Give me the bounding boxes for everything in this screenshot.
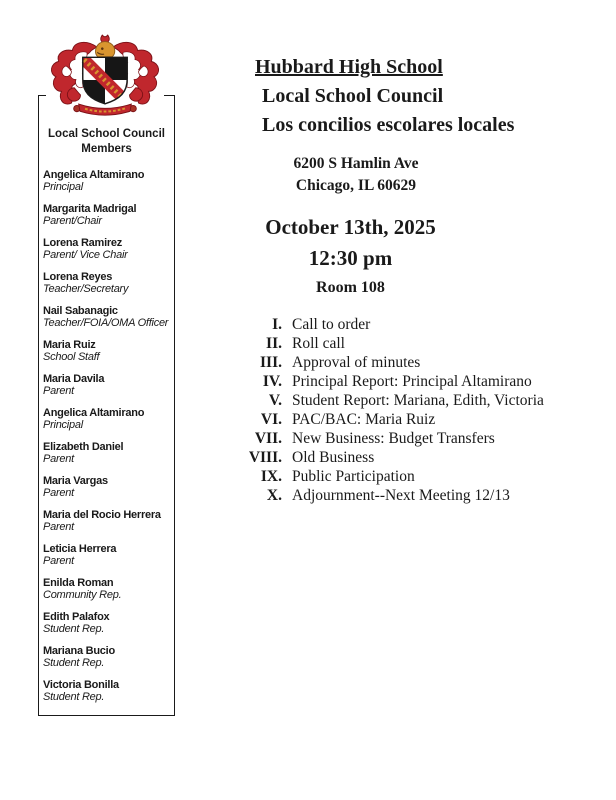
agenda-item-text: New Business: Budget Transfers [292,430,495,447]
council-name: Local School Council [262,85,444,107]
meeting-info-block [258,212,443,302]
member-role: Parent [43,385,74,397]
agenda-item-numeral: IX. [260,468,282,485]
member-item [43,407,172,431]
member-name: Maria del Rocio Herrera [43,509,161,521]
member-role: Teacher/Secretary [43,283,129,295]
member-item [43,679,172,703]
address-line-2: Chicago, IL 60629 [295,177,417,194]
agenda-item-text: Principal Report: Principal Altamirano [292,373,532,390]
meeting-time: 12:30 pm [308,246,393,270]
member-role: School Staff [43,351,100,363]
members-box-heading [39,127,174,157]
member-name: Margarita Madrigal [43,203,137,215]
member-role: Student Rep. [43,691,105,703]
member-role: Parent [43,555,74,567]
agenda-item-numeral: V. [268,392,282,409]
school-name: Hubbard High School [255,56,443,78]
agenda-item-numeral: III. [260,354,282,371]
agenda-item [238,335,544,354]
member-item [43,509,172,533]
member-name: Leticia Herrera [43,543,117,555]
address-line-1: 6200 S Hamlin Ave [293,155,419,172]
agenda-item-numeral: IV. [262,373,282,390]
address-block [256,153,456,197]
member-name: Edith Palafox [43,611,110,623]
member-role: Parent/ Vice Chair [43,249,128,261]
member-item [43,169,172,193]
member-name: Maria Davila [43,373,105,385]
agenda-item-numeral: I. [272,316,282,333]
member-item [43,577,172,601]
member-name: Victoria Bonilla [43,679,119,691]
member-role: Parent/Chair [43,215,102,227]
agenda-item-text: Old Business [292,449,375,466]
member-item [43,373,172,397]
member-name: Nail Sabanagic [43,305,118,317]
document-header [255,53,514,140]
member-role: Principal [43,419,83,431]
member-list [39,169,174,703]
agenda-list [238,316,544,506]
member-role: Principal [43,181,83,193]
agenda-item [238,411,544,430]
agenda-item [238,468,544,487]
agenda-item-numeral: X. [266,487,282,504]
agenda-item-numeral: II. [266,335,282,352]
member-role: Parent [43,521,74,533]
member-item [43,611,172,635]
council-name-spanish: Los concilios escolares locales [262,114,515,136]
agenda-item-text: PAC/BAC: Maria Ruiz [292,411,436,428]
member-name: Elizabeth Daniel [43,441,124,453]
agenda-item-text: Approval of minutes [292,354,421,371]
meeting-room: Room 108 [316,279,385,296]
member-role: Parent [43,487,74,499]
member-item [43,441,172,465]
member-role: Parent [43,453,74,465]
agenda-item-numeral: VII. [254,430,282,447]
member-name: Maria Ruiz [43,339,96,351]
agenda-item-text: Adjournment--Next Meeting 12/13 [292,487,510,504]
agenda-item-text: Public Participation [292,468,415,485]
member-role: Student Rep. [43,623,105,635]
council-members-box [38,95,175,716]
agenda-item [238,430,544,449]
member-name: Angelica Altamirano [43,407,145,419]
agenda-item-text: Roll call [292,335,345,352]
member-role: Teacher/FOIA/OMA Officer [43,317,169,329]
meeting-date: October 13th, 2025 [265,215,436,239]
agenda-item [238,449,544,468]
member-item [43,543,172,567]
school-crest-icon [46,31,164,119]
members-heading-line2: Members [81,143,132,155]
member-item [43,305,172,329]
member-name: Lorena Reyes [43,271,113,283]
agenda-item [238,392,544,411]
member-item [43,271,172,295]
member-name: Lorena Ramirez [43,237,123,249]
agenda-item [238,373,544,392]
agenda-item-numeral: VI. [260,411,282,428]
member-role: Community Rep. [43,589,122,601]
member-item [43,645,172,669]
agenda-item [238,487,544,506]
member-item [43,475,172,499]
agenda-item-text: Student Report: Mariana, Edith, Victoria [292,392,544,409]
member-role: Student Rep. [43,657,105,669]
member-name: Enilda Roman [43,577,114,589]
agenda-item-numeral: VIII. [248,449,282,466]
member-item [43,203,172,227]
members-heading-line1: Local School Council [48,128,165,140]
agenda-item [238,316,544,335]
member-name: Angelica Altamirano [43,169,145,181]
member-item [43,339,172,363]
agenda-item-text: Call to order [292,316,371,333]
agenda-item [238,354,544,373]
member-item [43,237,172,261]
member-name: Maria Vargas [43,475,108,487]
member-name: Mariana Bucio [43,645,115,657]
